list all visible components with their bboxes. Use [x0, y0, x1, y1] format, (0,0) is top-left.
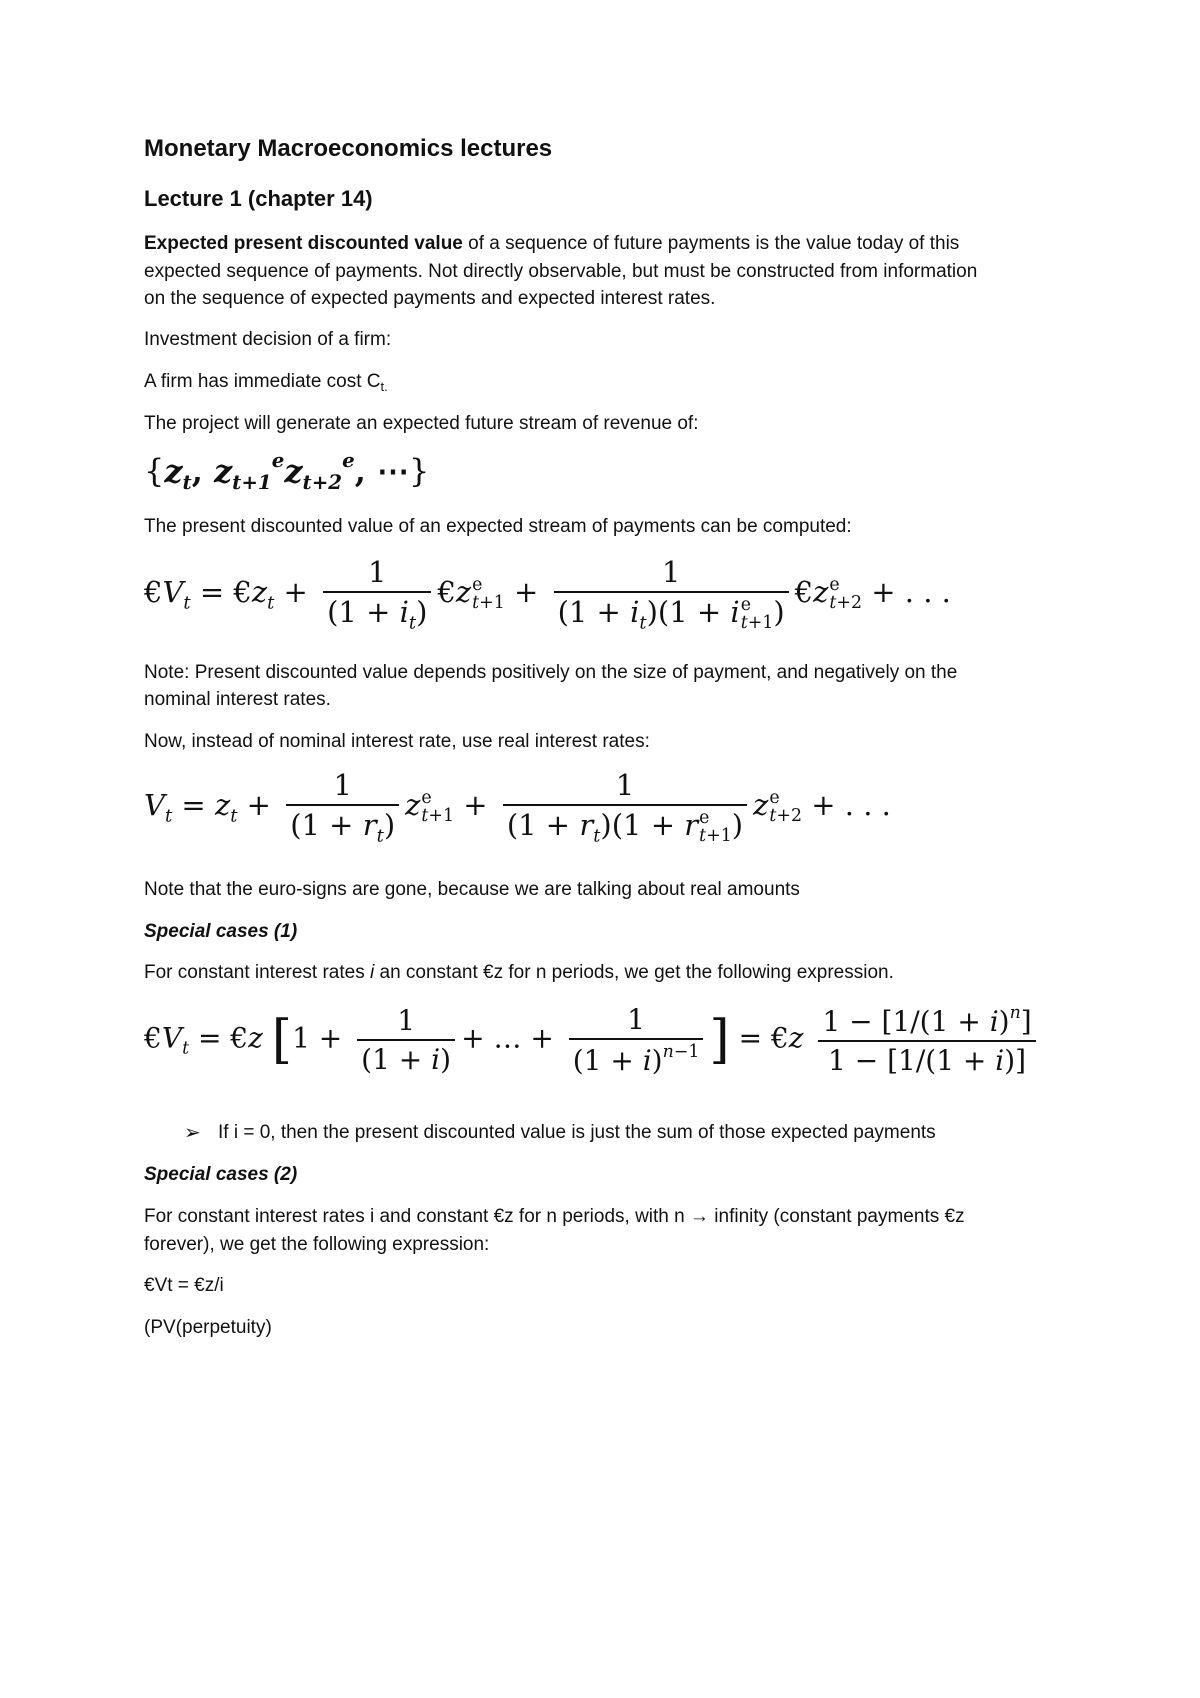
intro-line-2: expected sequence of payments. Not directly observable, but must be constructed from information — [144, 261, 978, 282]
revenue-stream-line: The project will generate an expected future stream of revenue of: — [144, 413, 699, 434]
note-line-2: nominal interest rates. — [144, 689, 331, 710]
intro-line-1-rest: of a sequence of future payments is the value today of this — [462, 233, 960, 254]
pdv-line: The present discounted value of an expected stream of payments can be computed: — [144, 516, 852, 537]
special-cases-1-heading: Special cases (1) — [144, 921, 298, 942]
investment-heading: Investment decision of a firm: — [144, 329, 392, 350]
special-cases-2-line-2: forever), we get the following expression: — [144, 1234, 490, 1255]
special-cases-1-text: For constant interest rates i an constant €z for n periods, we get the following expression. — [144, 962, 894, 983]
cost-text: A firm has immediate cost C — [144, 371, 381, 392]
bullet-text: If i = 0, then the present discounted value is just the sum of those expected payments — [218, 1122, 936, 1143]
euro-note-line: Note that the euro-signs are gone, because we are talking about real amounts — [144, 879, 800, 900]
real-pdv-formula: $V_t = z_t$ + $\frac{1}{(1 + r_t)}$ z e t+1 + 1 $(1 + r_t)(1 + r$ e t+1 ) z e t+2 + . . . — [144, 768, 891, 847]
cost-subscript: t. — [380, 379, 388, 394]
intro-term: Expected present discounted value — [144, 233, 463, 254]
revenue-stream-formula: {$z_t$, $z_{t+1}^ez_{t+2}^e$, ⋯} — [144, 448, 430, 494]
nominal-pdv-formula: $€V_t$ = $€z_t$ + $\frac{1}{(1 + i_t)}$ €z e t+1 + 1 $(1 + i_t)(1 + i$ e t+1 ) €z e t+2 + . . . — [144, 555, 951, 634]
special-cases-2-line-1: For constant interest rates i and constant €z for n periods, with n → infinity (constant payments €z — [144, 1206, 965, 1227]
note-line-1: Note: Present discounted value depends positively on the size of payment, and negatively on the — [144, 662, 958, 683]
perpetuity-formula: €Vt = €z/i — [144, 1275, 224, 1296]
intro-line-3: on the sequence of expected payments and expected interest rates. — [144, 288, 716, 309]
document-title: Monetary Macroeconomics lectures — [144, 135, 553, 162]
real-rate-line: Now, instead of nominal interest rate, use real interest rates: — [144, 731, 650, 752]
intro-line-1 — [144, 229, 959, 259]
bullet-arrow-icon: ➢ — [184, 1122, 201, 1144]
lecture-heading: Lecture 1 (chapter 14) — [144, 186, 373, 211]
special-cases-2-heading: Special cases (2) — [144, 1164, 298, 1185]
perpetuity-label: (PV(perpetuity) — [144, 1317, 272, 1338]
cost-line — [144, 367, 388, 402]
annuity-formula: $€V_t$ = €z [1 + $\frac{1}{(1 + i)}$ + … + $\frac{1}{(1 + i)^{n-1}}$ ] = €z $\frac{1 - [1/(1 + i)^n]}{1 - [1/(1 + i)]}$ — [144, 1003, 1042, 1077]
